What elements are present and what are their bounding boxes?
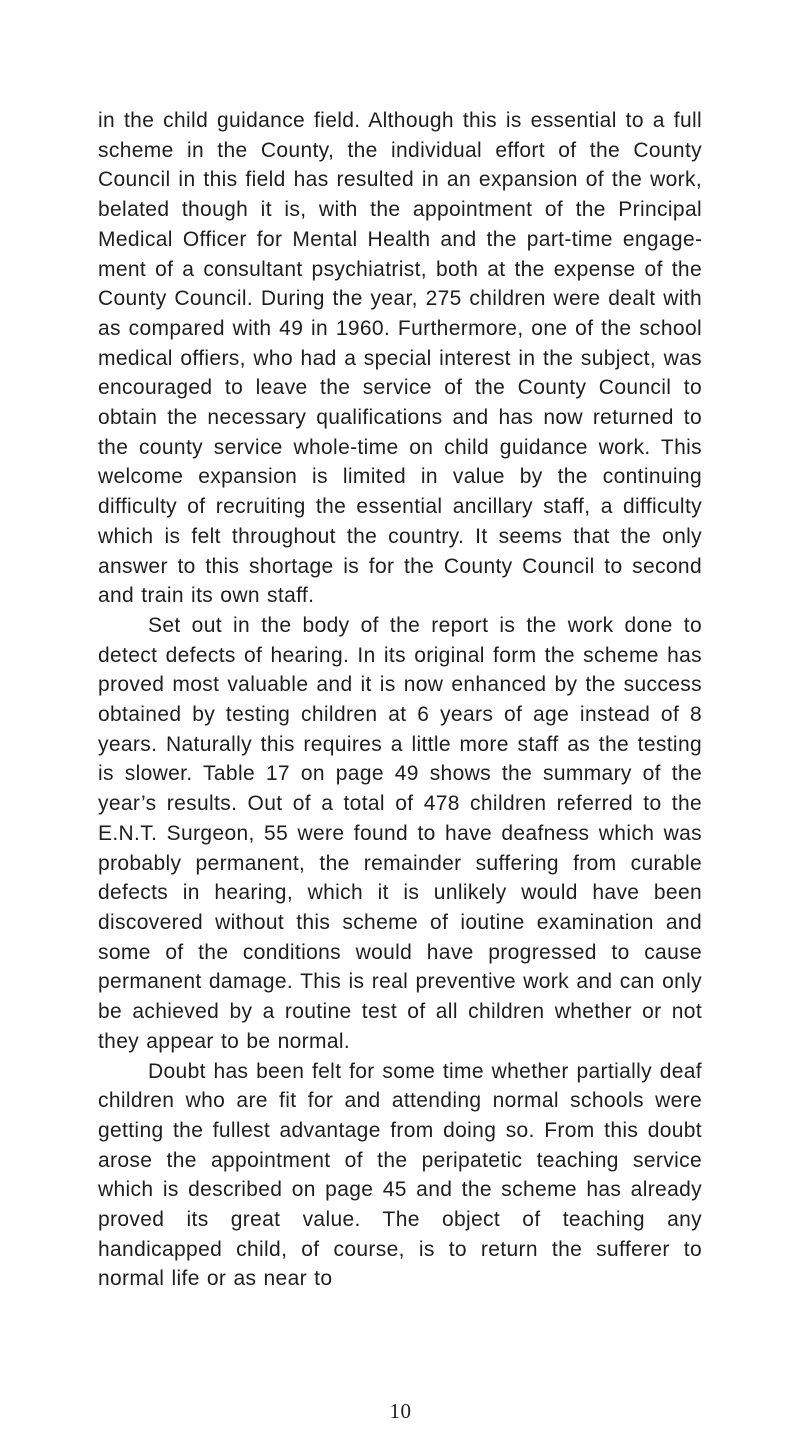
body-text bbox=[98, 106, 702, 1294]
paragraph-child-guidance: in the child guidance field. Although this is essential to a full scheme in the County, the individual effort of the County Council in this field has resulted in an expansion of the work, belated though it is, with the appointment of the Principal Medical Officer for Mental Health and the part-time engagement of a consultant psychiatrist, both at the expense of the County Council. During the year, 275 children were dealt with as compared with 49 in 1960. Furthermore, one of the school medical offiers, who had a special interest in the subject, was encouraged to leave the service of the County Council to obtain the necessary qualifications and has now returned to the county service whole-time on child guidance work. This welcome expansion is limited in value by the continuing difficulty of recruiting the essential ancillary staff, a difficulty which is felt throughout the country. It seems that the only answer to this shortage is for the County Council to second and train its own staff. bbox=[98, 109, 702, 608]
paragraph-partially-deaf: Doubt has been felt for some time whether partially deaf children who are fit for and attending normal schools were getting the fullest advantage from doing so. From this doubt arose the appointment of the peripatetic teaching service which is described on page 45 and the scheme has already proved its great value. The object of teaching any handicapped child, of course, is to return the sufferer to normal life or as near to bbox=[98, 1059, 702, 1291]
page-number: 10 bbox=[389, 1399, 412, 1423]
paragraph-hearing-defects: Set out in the body of the report is the work done to detect defects of hearing. In its original form the scheme has proved most valuable and it is now enhanced by the success obtained by testing children at 6 years of age instead of 8 years. Naturally this requires a little more staff as the testing is slower. Table 17 on page 49 shows the summary of the year’s results. Out of a total of 478 children referred to the E.N.T. Surgeon, 55 were found to have deafness which was probably permanent, the remainder suffering from curable defects in hearing, which it is unlikely would have been discovered without this scheme of ioutine examination and some of the conditions would have progressed to cause permanent damage. This is real preventive work and can only be achieved by a routine test of all children whether or not they appear to be normal. bbox=[98, 613, 702, 1053]
